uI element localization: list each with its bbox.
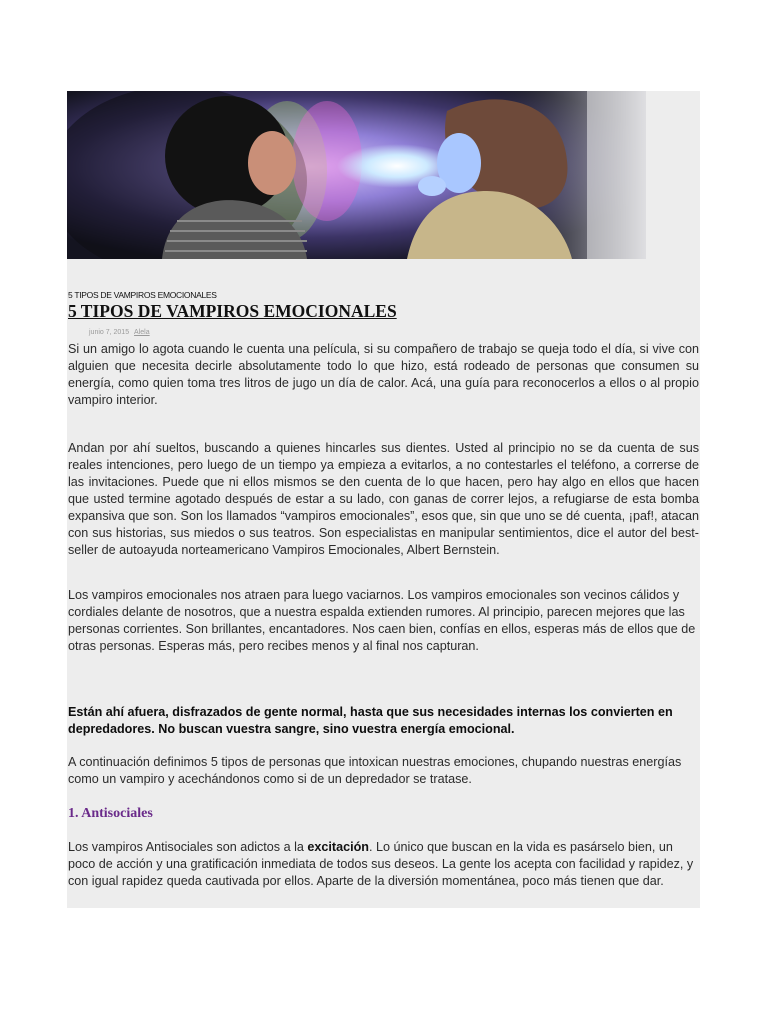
author-link[interactable]: Alela (134, 329, 150, 336)
paragraph-3: Los vampiros emocionales nos atraen para luego vaciarnos. Los vampiros emocionales son vecinos cálidos y cordiales delante de nosotros, que a nuestra espalda extienden rumores. Al principio, parecen mejores que las personas corrientes. Son brillantes, encantadores. Nos caen bien, confías en ellos, esperas más de ellos que de otras personas. Esperas más, pero recibes menos y al final nos capturan. (68, 588, 696, 653)
hero-image (67, 91, 646, 259)
hero-illustration (67, 91, 646, 259)
paragraph-highlight: Están ahí afuera, disfrazados de gente normal, hasta que sus necesidades internas los convierten en depredadores. No buscan vuestra sangre, sino vuestra energía emocional. (68, 705, 673, 736)
article-title[interactable]: 5 TIPOS DE VAMPIROS EMOCIONALES (68, 301, 397, 321)
article-page (67, 91, 700, 908)
paragraph-intro: Si un amigo lo agota cuando le cuenta una película, si su compañero de trabajo se queja todo el día, si vive con alguien que necesita decirle absolutamente todo lo que hizo, está rodeado de personas que consumen su energía, como quien toma tres litros de jugo un día de calor. Acá, una guía para reconocerlos a ellos o al propio vampiro interior. (68, 342, 699, 407)
article-kicker[interactable]: 5 TIPOS DE VAMPIROS EMOCIONALES (68, 290, 217, 300)
article-date: junio 7, 2015 (89, 329, 130, 336)
antisociales-text-after: . Lo único que buscan en la vida es pasárselo bien, un poco de acción y una gratificación inmediata de todos sus deseos. La gente los acepta con facilidad y rapidez, y con igual rapidez queda cautivada por ellos. Aparte de la diversión momentánea, poco más tienen que dar. (68, 840, 694, 888)
paragraph-2: Andan por ahí sueltos, buscando a quienes hincarles sus dientes. Usted al principio no se da cuenta de sus reales intenciones, pero luego de un tiempo ya empieza a evitarlos, a no contestarles el teléfono, a correrse de las invitaciones. Puede que ni ellos mismos se den cuenta de lo que hacen, pero hay algo en ellos que hacen que usted termine agotado después de estar a su lado, con ganas de correr lejos, a refugiarse de esta bomba expansiva que son. Son los llamados “vampiros emocionales”, esos que, sin que uno se dé cuenta, ¡paf!, atacan con sus historias, sus miedos o sus teatros. Son especialistas en manipular sentimientos, dice el autor del best-seller de autoayuda norteamericano Vampiros Emocionales, Albert Bernstein. (68, 441, 699, 557)
antisociales-bold-word: excitación (307, 840, 370, 854)
paragraph-antisociales (68, 839, 699, 890)
paragraph-5: A continuación definimos 5 tipos de personas que intoxican nuestras emociones, chupando nuestras energías como un vampiro y acechándonos como si de un depredador se tratase. (68, 755, 682, 786)
antisociales-text-before: Los vampiros Antisociales son adictos a la (68, 840, 308, 854)
article-meta (89, 329, 150, 336)
section-heading-antisociales: 1. Antisociales (68, 806, 153, 821)
